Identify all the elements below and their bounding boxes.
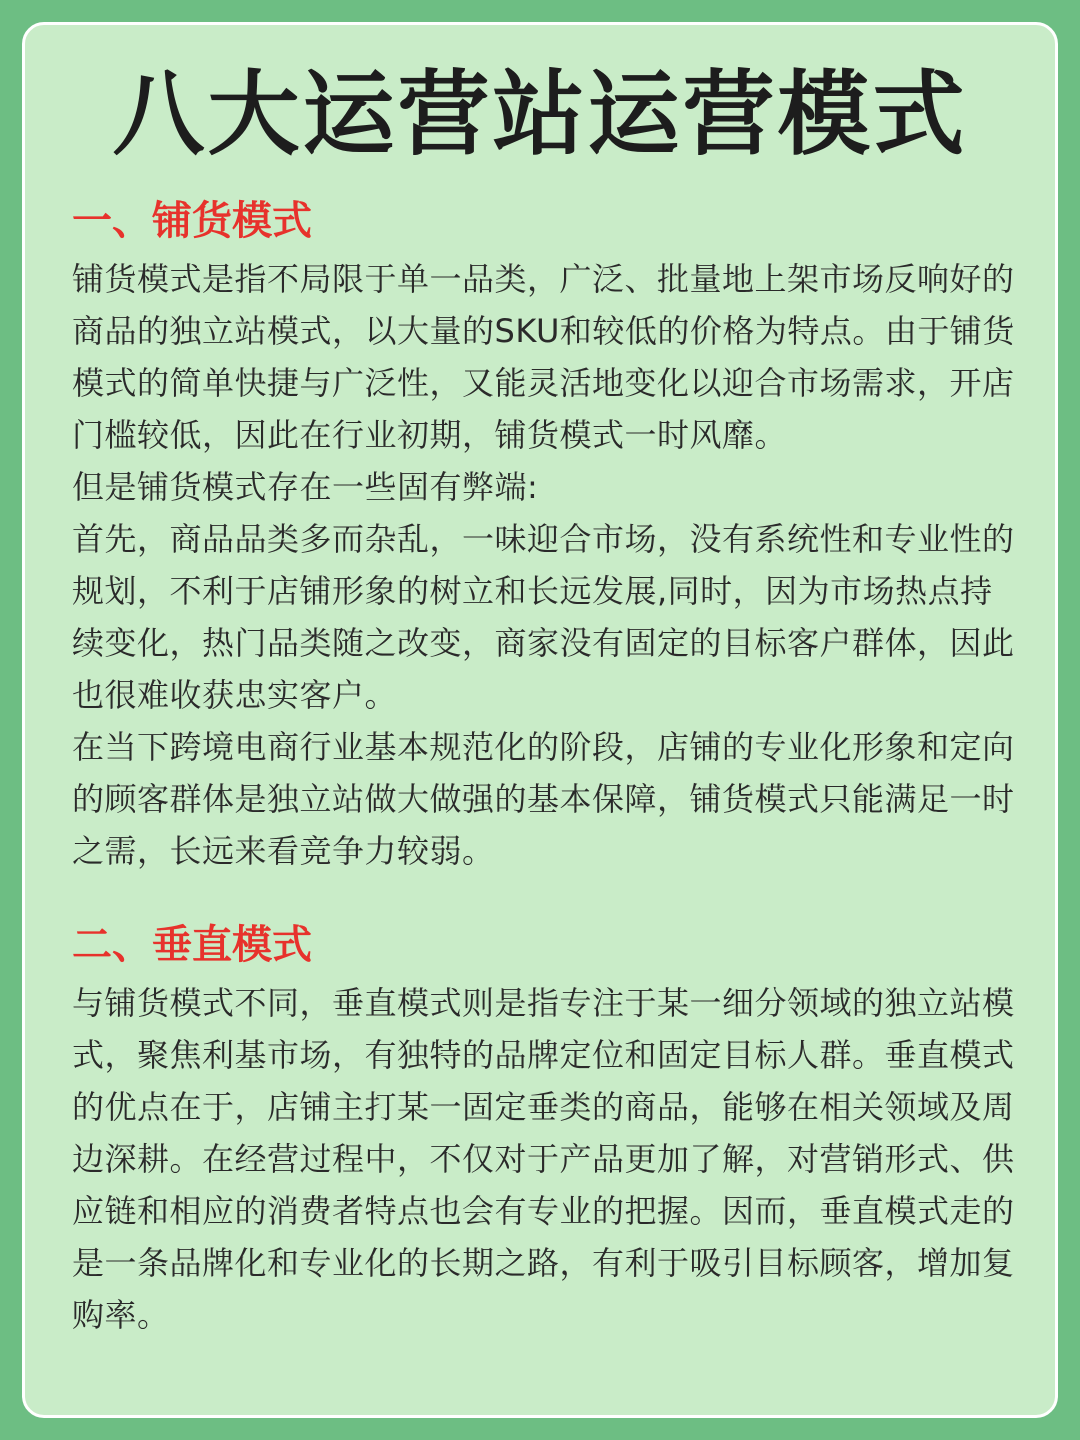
paragraph: 铺货模式是指不局限于单一品类，广泛、批量地上架市场反响好的商品的独立站模式，以大量的SKU和较低的价格为特点。由于铺货模式的简单快捷与广泛性，又能灵活地变化以迎合市场需求，开店门槛较低，因此在行业初期，铺货模式一时风靡。 [72, 260, 1015, 454]
section-heading: 一、铺货模式 [72, 198, 312, 244]
section-heading: 二、垂直模式 [72, 922, 312, 968]
paragraph: 在当下跨境电商行业基本规范化的阶段，店铺的专业化形象和定向的顾客群体是独立站做大做强的基本保障，铺货模式只能满足一时之需，长远来看竞争力较弱。 [72, 728, 1015, 870]
paragraph: 与铺货模式不同，垂直模式则是指专注于某一细分领域的独立站模式，聚焦利基市场，有独特的品牌定位和固定目标人群。垂直模式的优点在于，店铺主打某一固定垂类的商品，能够在相关领域及周边深耕。在经营过程中，不仅对于产品更加了解，对营销形式、供应链和相应的消费者特点也会有专业的把握。因而，垂直模式走的是一条品牌化和专业化的长期之路，有利于吸引目标顾客，增加复购率。 [72, 984, 1015, 1334]
content-card [22, 22, 1058, 1418]
page-title: 八大运营站运营模式 [112, 61, 968, 168]
paragraph: 首先，商品品类多而杂乱，一味迎合市场，没有系统性和专业性的规划，不利于店铺形象的树立和长远发展,同时，因为市场热点持续变化，热门品类随之改变，商家没有固定的目标客户群体，因此也很难收获忠实客户。 [72, 520, 1015, 714]
section-distribution-model [72, 193, 1022, 877]
paragraph: 但是铺货模式存在一些固有弊端: [72, 468, 539, 506]
section-vertical-model [72, 917, 1022, 1341]
